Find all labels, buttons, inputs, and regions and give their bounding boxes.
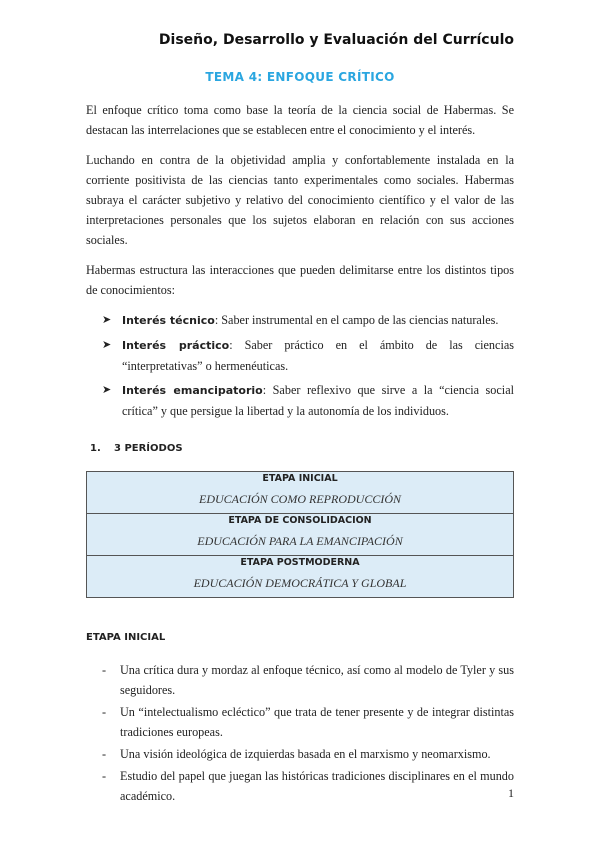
dash-bullet: - xyxy=(102,705,107,719)
paragraph-structure: Habermas estructura las interacciones que pueden delimitarse entre los distintos tipos de conocimientos: xyxy=(86,263,514,297)
etapa-inicial-list xyxy=(86,660,514,806)
period-subtitle: EDUCACIÓN DEMOCRÁTICA Y GLOBAL xyxy=(193,576,407,590)
list-item xyxy=(86,766,514,806)
arrow-bullet-icon: ➤ xyxy=(102,339,112,351)
period-cell xyxy=(87,514,514,556)
list-item xyxy=(86,702,514,742)
dash-bullet: - xyxy=(102,769,107,783)
document-header-title: Diseño, Desarrollo y Evaluación del Currículo xyxy=(158,32,514,48)
interest-description: : Saber práctico en el ámbito de las ciencias “interpretativas” o hermenéuticas. xyxy=(122,338,514,373)
list-item-text: Un “intelectualismo ecléctico” que trata de tener presente y de integrar distintas tradiciones europeas. xyxy=(120,705,514,739)
interest-description: : Saber reflexivo que sirve a la “ciencia social crítica” y que persigue la libertad y la autonomía de los individuos. xyxy=(122,383,514,418)
table-row xyxy=(87,472,514,514)
interest-term: Interés práctico xyxy=(122,339,230,352)
paragraph-intro: El enfoque crítico toma como base la teoría de la ciencia social de Habermas. Se destacan las interrelaciones que se establecen entre el conocimiento y el interés. xyxy=(86,103,514,137)
period-title: ETAPA POSTMODERNA xyxy=(240,557,360,568)
section-number: 1. xyxy=(90,443,101,454)
paragraph-habermas: Luchando en contra de la objetividad amplia y confortablemente instalada en la corriente positivista de las ciencias tanto experimentales como sociales. Habermas subraya el carácter subjetivo y relativo del conocimiento científico y el valor de las interpretaciones personales que los sujetos elaboran en relación con sus acciones sociales. xyxy=(86,153,514,247)
period-title: ETAPA DE CONSOLIDACION xyxy=(228,515,372,526)
section-heading xyxy=(86,439,514,459)
period-subtitle: EDUCACIÓN PARA LA EMANCIPACIÓN xyxy=(197,534,403,548)
etapa-inicial-heading: ETAPA INICIAL xyxy=(86,632,166,643)
interest-item-emancipatory xyxy=(86,380,514,421)
table-row xyxy=(87,556,514,598)
table-row xyxy=(87,514,514,556)
list-item xyxy=(86,744,514,764)
interest-description: : Saber instrumental en el campo de las ciencias naturales. xyxy=(214,313,499,327)
document-body xyxy=(86,100,514,808)
dash-bullet: - xyxy=(102,747,107,761)
topic-title: TEMA 4: ENFOQUE CRÍTICO xyxy=(205,70,395,84)
interest-term: Interés técnico xyxy=(122,314,215,327)
list-item-text: Una crítica dura y mordaz al enfoque técnico, así como al modelo de Tyler y sus seguidores. xyxy=(120,663,514,697)
interest-item-practical xyxy=(86,335,514,376)
period-subtitle: EDUCACIÓN COMO REPRODUCCIÓN xyxy=(199,492,401,506)
section-title: 3 PERÍODOS xyxy=(114,443,183,454)
period-cell xyxy=(87,556,514,598)
arrow-bullet-icon: ➤ xyxy=(102,384,112,396)
interest-list xyxy=(86,310,514,421)
period-cell xyxy=(87,472,514,514)
list-item-text: Estudio del papel que juegan las históricas tradiciones disciplinares en el mundo académico. xyxy=(120,769,514,803)
arrow-bullet-icon: ➤ xyxy=(102,314,112,326)
list-item xyxy=(86,660,514,700)
periods-table xyxy=(86,471,514,598)
period-title: ETAPA INICIAL xyxy=(262,473,338,484)
page-number: 1 xyxy=(508,786,514,800)
interest-term: Interés emancipatorio xyxy=(122,384,263,397)
dash-bullet: - xyxy=(102,663,107,677)
interest-item-technical xyxy=(86,310,514,331)
list-item-text: Una visión ideológica de izquierdas basada en el marxismo y neomarxismo. xyxy=(120,747,491,761)
